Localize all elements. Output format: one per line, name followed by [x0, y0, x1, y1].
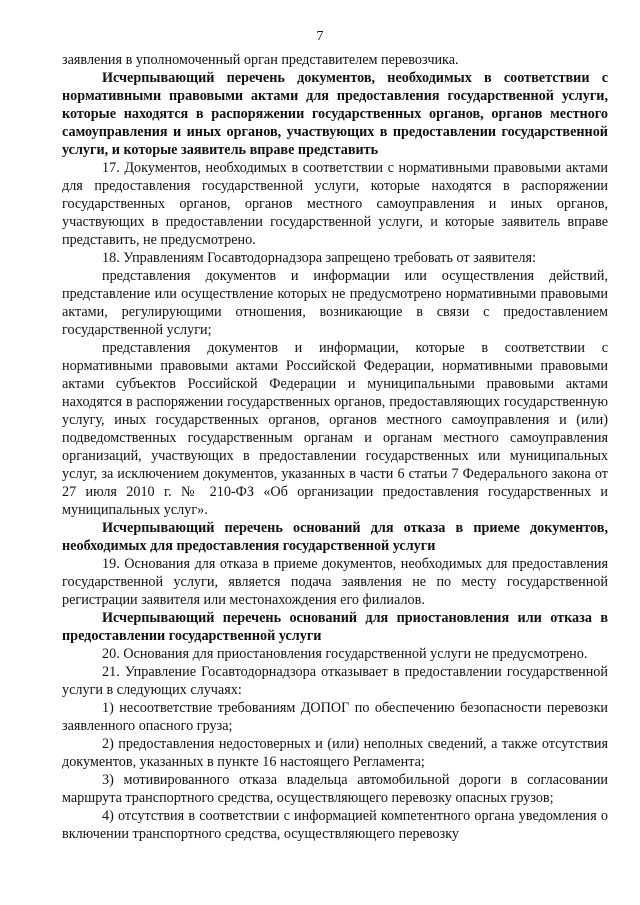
paragraph-21: 21. Управление Госавтодорнадзора отказывает в предоставлении государственной услуги в следующих случаях: [62, 664, 608, 698]
document-body [62, 51, 608, 843]
paragraph-21-item-4: 4) отсутствия в соответствии с информацией компетентного органа уведомления о включении транспортного средства, осуществляющего перевозку [62, 808, 608, 842]
paragraph-21-item-1: 1) несоответствие требованиям ДОПОГ по обеспечению безопасности перевозки заявленного опасного груза; [62, 700, 608, 734]
page-number: 7 [316, 29, 324, 44]
section-heading-suspension-refusal: Исчерпывающий перечень оснований для приостановления или отказа в предоставлении государственной услуги [62, 610, 608, 644]
paragraph-18-item-1: представления документов и информации или осуществления действий, представление или осуществление которых не предусмотрено нормативными правовыми актами, регулирующими отношения, возникающие в связи с предоставлением государственной услуги; [62, 268, 608, 338]
paragraph-20: 20. Основания для приостановления государственной услуги не предусмотрено. [102, 646, 588, 662]
paragraph-21-item-2: 2) предоставления недостоверных и (или) неполных сведений, а также отсутствия документов, указанных в пункте 16 настоящего Регламента; [62, 736, 608, 770]
paragraph-21-item-3: 3) мотивированного отказа владельца автомобильной дороги в согласовании маршрута транспортного средства, осуществляющего перевозку опасных грузов; [62, 772, 608, 806]
paragraph-17: 17. Документов, необходимых в соответствии с нормативными правовыми актами для предоставления государственной услуги, которые находятся в распоряжении государственных органов, органов местного самоуправления и иных органов, участвующих в предоставлении государственной услуги, и которые заявитель вправе представить, не предусмотрено. [62, 160, 608, 248]
section-heading-refusal-acceptance: Исчерпывающий перечень оснований для отказа в приеме документов, необходимых для предоставления государственной услуги [62, 520, 608, 554]
paragraph-18-item-2: представления документов и информации, которые в соответствии с нормативными правовыми актами Российской Федерации, нормативными правовыми актами субъектов Российской Федерации и муниципальными правовыми актами находятся в распоряжении государственных органов, предоставляющих государственную услугу, иных государственных органов, органов местного самоуправления и (или) подведомственных государственным органам и органам местного самоуправления организаций, участвующих в предоставлении государственных или муниципальных услуг, за исключением документов, указанных в части 6 статьи 7 Федерального закона от 27 июля 2010 г. № 210-ФЗ «Об организации предоставления государственных и муниципальных услуг». [62, 340, 608, 518]
paragraph-continuation: заявления в уполномоченный орган представителем перевозчика. [62, 52, 459, 68]
paragraph-19: 19. Основания для отказа в приеме документов, необходимых для предоставления государственной услуги, является подача заявления не по месту государственной регистрации заявителя или местонахождения его филиалов. [62, 556, 608, 608]
paragraph-18: 18. Управлениям Госавтодорнадзора запрещено требовать от заявителя: [102, 250, 536, 266]
section-heading-documents-list: Исчерпывающий перечень документов, необходимых в соответствии с нормативными правовыми актами для предоставления государственной услуги, которые находятся в распоряжении государственных органов, органов местного самоуправления и иных органов, участвующих в предоставлении государственной услуги, и которые заявитель вправе представить [62, 70, 608, 158]
